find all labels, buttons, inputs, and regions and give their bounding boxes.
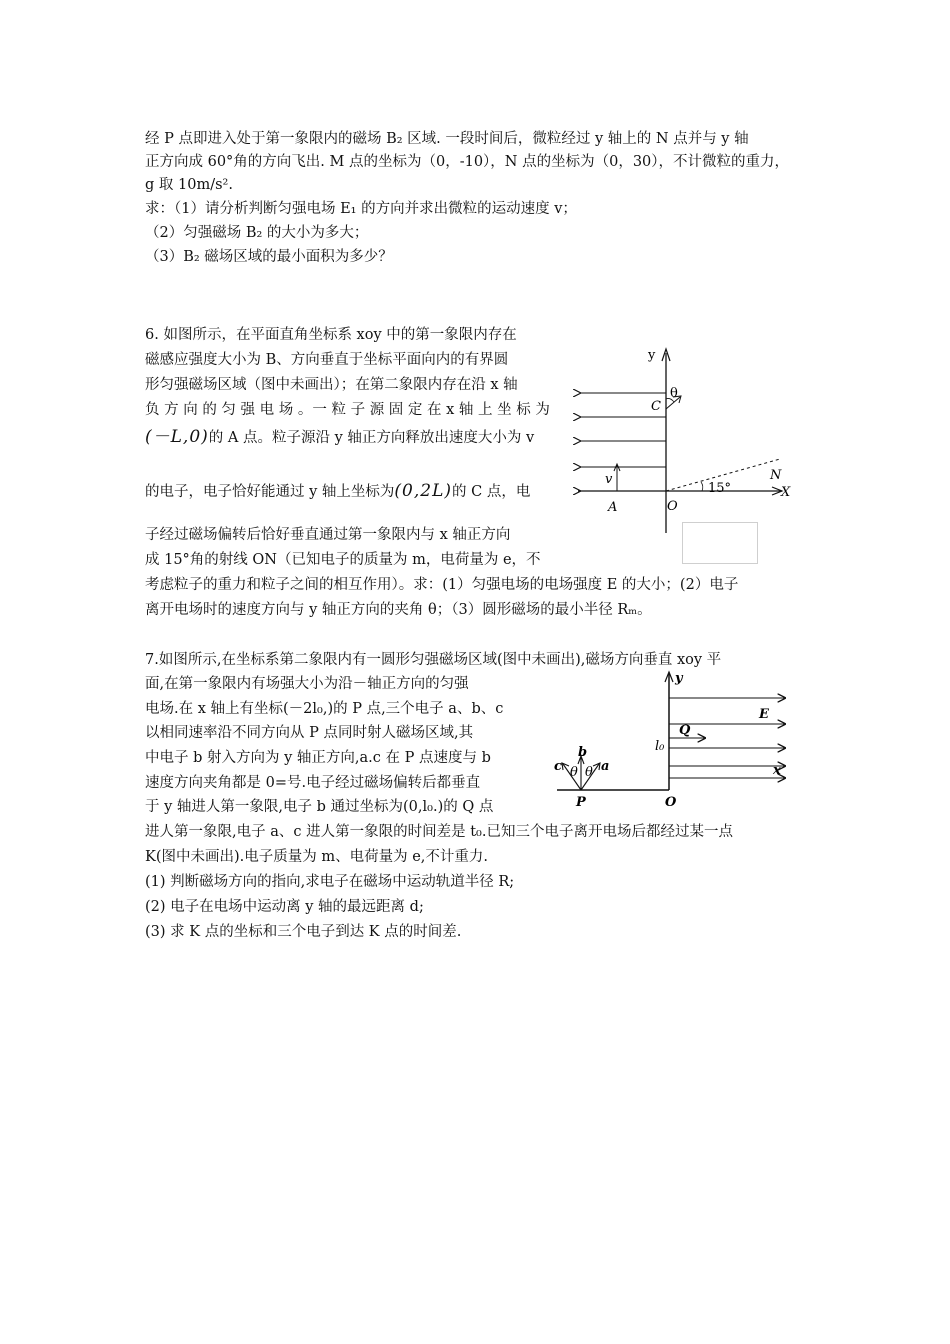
q7-line-9: K(图中未画出).电子质量为 m、电荷量为 e,不计重力. [145, 849, 489, 865]
q7-line-6: 速度方向夹角都是 0=号.电子经过磁场偏转后都垂直 [145, 775, 481, 791]
answer-box [682, 522, 758, 564]
q6-n-label: N [770, 468, 782, 483]
q7-line-5: 中电子 b 射入方向为 y 轴正方向,a.c 在 P 点速度与 b [145, 750, 491, 766]
q7-line-2: 面,在第一象限内有场强大小为沿－轴正方向的匀强 [145, 676, 469, 692]
q7-o-label: O [665, 795, 677, 808]
intro-line-3: g 取 10m/s². [145, 177, 233, 193]
intro-line-1: 经 P 点即进入处于第一象限内的磁场 B₂ 区域. 一段时间后，微粒经过 y 轴上的 N 点并与 y 轴 [145, 131, 749, 147]
q7-c-label: c [554, 759, 562, 774]
q7-q-label: Q [679, 723, 691, 738]
q7-line-3: 电场.在 x 轴上有坐标(－2l₀,)的 P 点,三个电子 a、b、c [145, 701, 504, 717]
q7-theta-2: θ [585, 765, 593, 780]
intro-line-2: 正方向成 60°角的方向飞出. M 点的坐标为（0，-10），N 点的坐标为（0，30），不计微粒的重力， [145, 154, 790, 170]
intro-question-1: 求：（1）请分析判断匀强电场 E₁ 的方向并求出微粒的运动速度 v； [145, 201, 577, 217]
q6-coord-a: (－L,0) [145, 427, 209, 447]
q7-b-label: b [578, 745, 588, 760]
q6-angle-arc [701, 482, 703, 491]
q7-question-3: (3) 求 K 点的坐标和三个电子到达 K 点的时间差. [145, 924, 462, 940]
q7-e-label: E [759, 707, 769, 722]
q6-v-label: v [605, 472, 613, 487]
q6-line-5-text: 的 A 点。粒子源沿 y 轴正方向释放出速度大小为 v [208, 430, 535, 446]
q7-p-label: P [576, 795, 586, 808]
q6-line-6-b: 的 C 点，电 [452, 484, 531, 500]
q6-line-10: 离开电场时的速度方向与 y 轴正方向的夹角 θ；（3）圆形磁场的最小半径 Rₘ。 [145, 602, 652, 618]
q7-line-4: 以相同速率沿不同方向从 P 点同时射人磁场区域,其 [145, 725, 474, 741]
q6-line-5 [145, 426, 534, 448]
q7-line-8: 进人第一象限,电子 a、c 进人第一象限的时间差是 t₀.已知三个电子离开电场后都经过某一点 [145, 824, 733, 840]
q6-o-label: O [667, 499, 678, 514]
q7-question-2: (2) 电子在电场中运动离 y 轴的最远距离 d; [145, 899, 424, 915]
q7-a-label: a [601, 759, 610, 774]
intro-question-3: （3）B₂ 磁场区域的最小面积为多少？ [145, 249, 393, 265]
q6-y-label: y [648, 348, 656, 363]
q6-line-2: 磁感应强度大小为 B、方向垂直于坐标平面向内的有界圆 [145, 352, 509, 368]
q6-figure [570, 343, 795, 538]
q6-line-8: 成 15°角的射线 ON（已知电子的质量为 m，电荷量为 e，不 [145, 552, 541, 568]
q7-l0-label: l₀ [655, 739, 665, 754]
q6-line-3: 形匀强磁场区域（图中未画出）；在第二象限内存在沿 x 轴 [145, 377, 518, 393]
q6-c-label: C [651, 399, 661, 414]
intro-question-2: （2）匀强磁场 B₂ 的大小为多大； [145, 225, 369, 241]
q6-line-1: 6. 如图所示，在平面直角坐标系 xoy 中的第一象限内存在 [145, 327, 517, 343]
q6-line-7: 子经过磁场偏转后恰好垂直通过第一象限内与 x 轴正方向 [145, 527, 511, 543]
q6-angle-label: 15° [708, 481, 732, 496]
q6-line-6 [145, 480, 530, 502]
q7-x-label: x [773, 763, 781, 778]
q6-theta-label: θ [670, 386, 678, 401]
q7-y-label: y [675, 671, 683, 686]
q7-line-7: 于 y 轴进人第一象限,电子 b 通过坐标为(0,l₀.)的 Q 点 [145, 799, 494, 815]
q7-figure [545, 670, 795, 808]
q6-line-6-a: 的电子，电子恰好能通过 y 轴上坐标为 [145, 484, 395, 500]
q7-theta-1: θ [570, 765, 578, 780]
q6-coord-c: (0,2L) [394, 481, 453, 501]
q7-question-1: (1) 判断磁场方向的指向,求电子在磁场中运动轨道半径 R; [145, 874, 515, 890]
q6-line-9: 考虑粒子的重力和粒子之间的相互作用）。求：(1）匀强电场的电场强度 E 的大小；(2）电子 [145, 577, 739, 593]
q6-a-label: A [608, 500, 618, 515]
q6-x-label: X [781, 485, 791, 500]
q7-line-1: 7.如图所示,在坐标系第二象限内有一圆形匀强磁场区域(图中未画出),磁场方向垂直 xoy 平 [145, 652, 722, 668]
q6-line-4: 负 方 向 的 匀 强 电 场 。一 粒 子 源 固 定 在 x 轴 上 坐 标 为 [145, 402, 550, 418]
